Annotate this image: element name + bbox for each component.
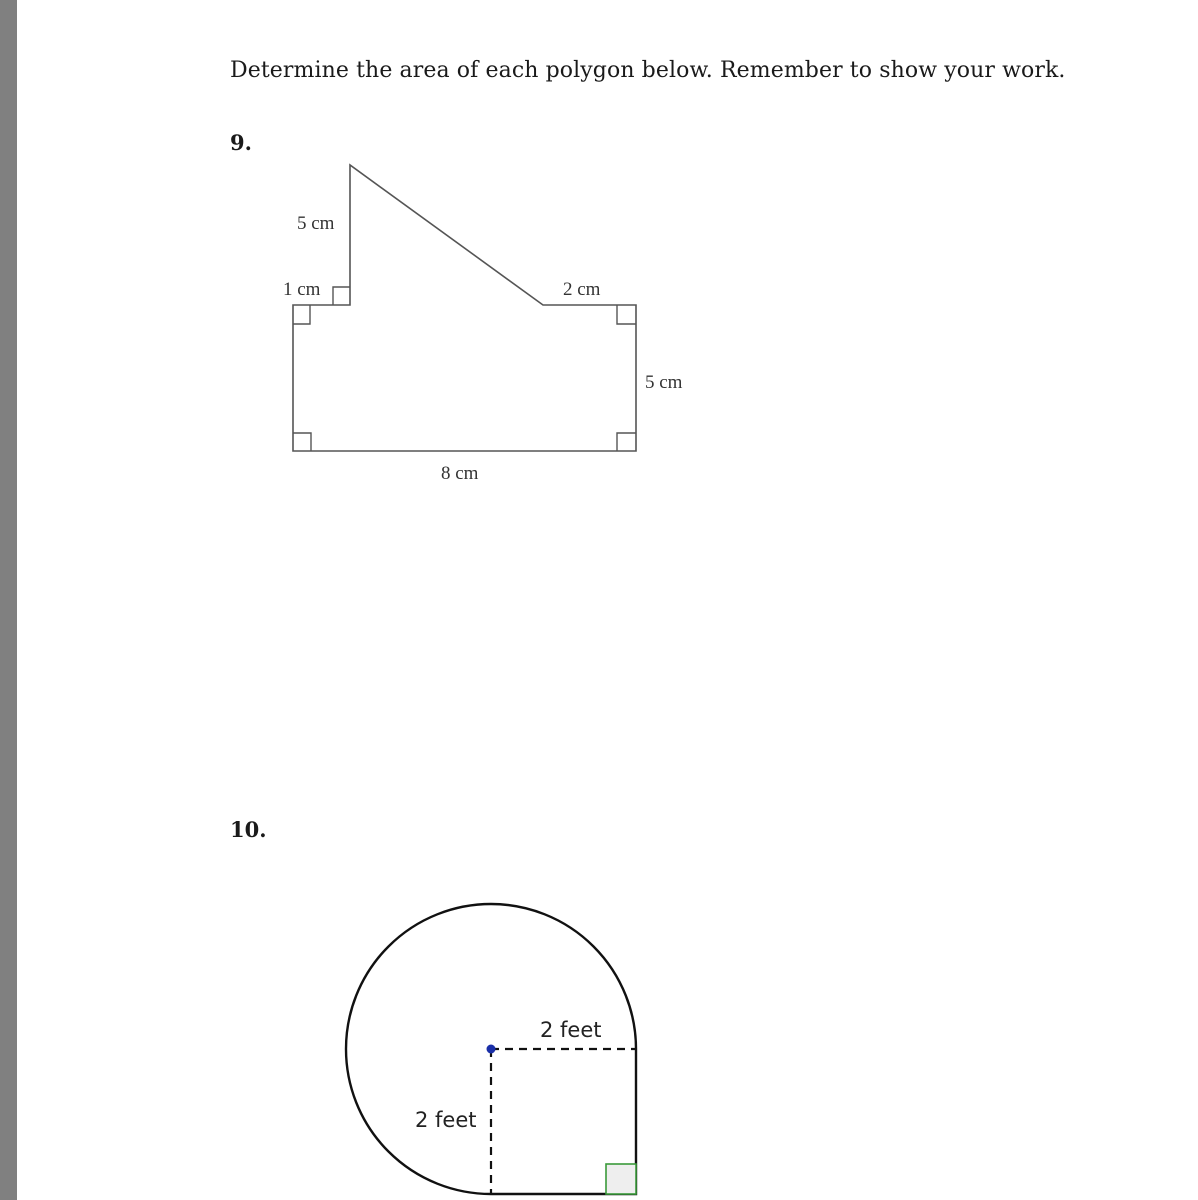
label-radius-horizontal: 2 feet [540,1018,602,1042]
problem-10-number: 10. [230,817,267,842]
figure-9-outline [293,165,636,451]
label-top-right: 2 cm [563,279,601,300]
problem-9-number: 9. [230,130,252,155]
right-angle-marker [293,433,311,451]
right-angle-marker [617,433,636,451]
instructions-text: Determine the area of each polygon below. Remember to show your work. [230,58,1066,83]
right-angle-marker [293,305,310,324]
right-angle-marker [333,287,350,305]
label-left-step: 1 cm [283,279,321,300]
label-right-side: 5 cm [645,372,683,393]
label-left-top: 5 cm [297,213,335,234]
label-bottom: 8 cm [441,463,479,484]
right-angle-marker [617,305,636,324]
figure-9-polygon [283,165,683,484]
center-point [487,1045,496,1054]
figure-10-shape [346,904,636,1194]
right-angle-square-marker [606,1164,636,1194]
label-radius-vertical: 2 feet [415,1108,477,1132]
